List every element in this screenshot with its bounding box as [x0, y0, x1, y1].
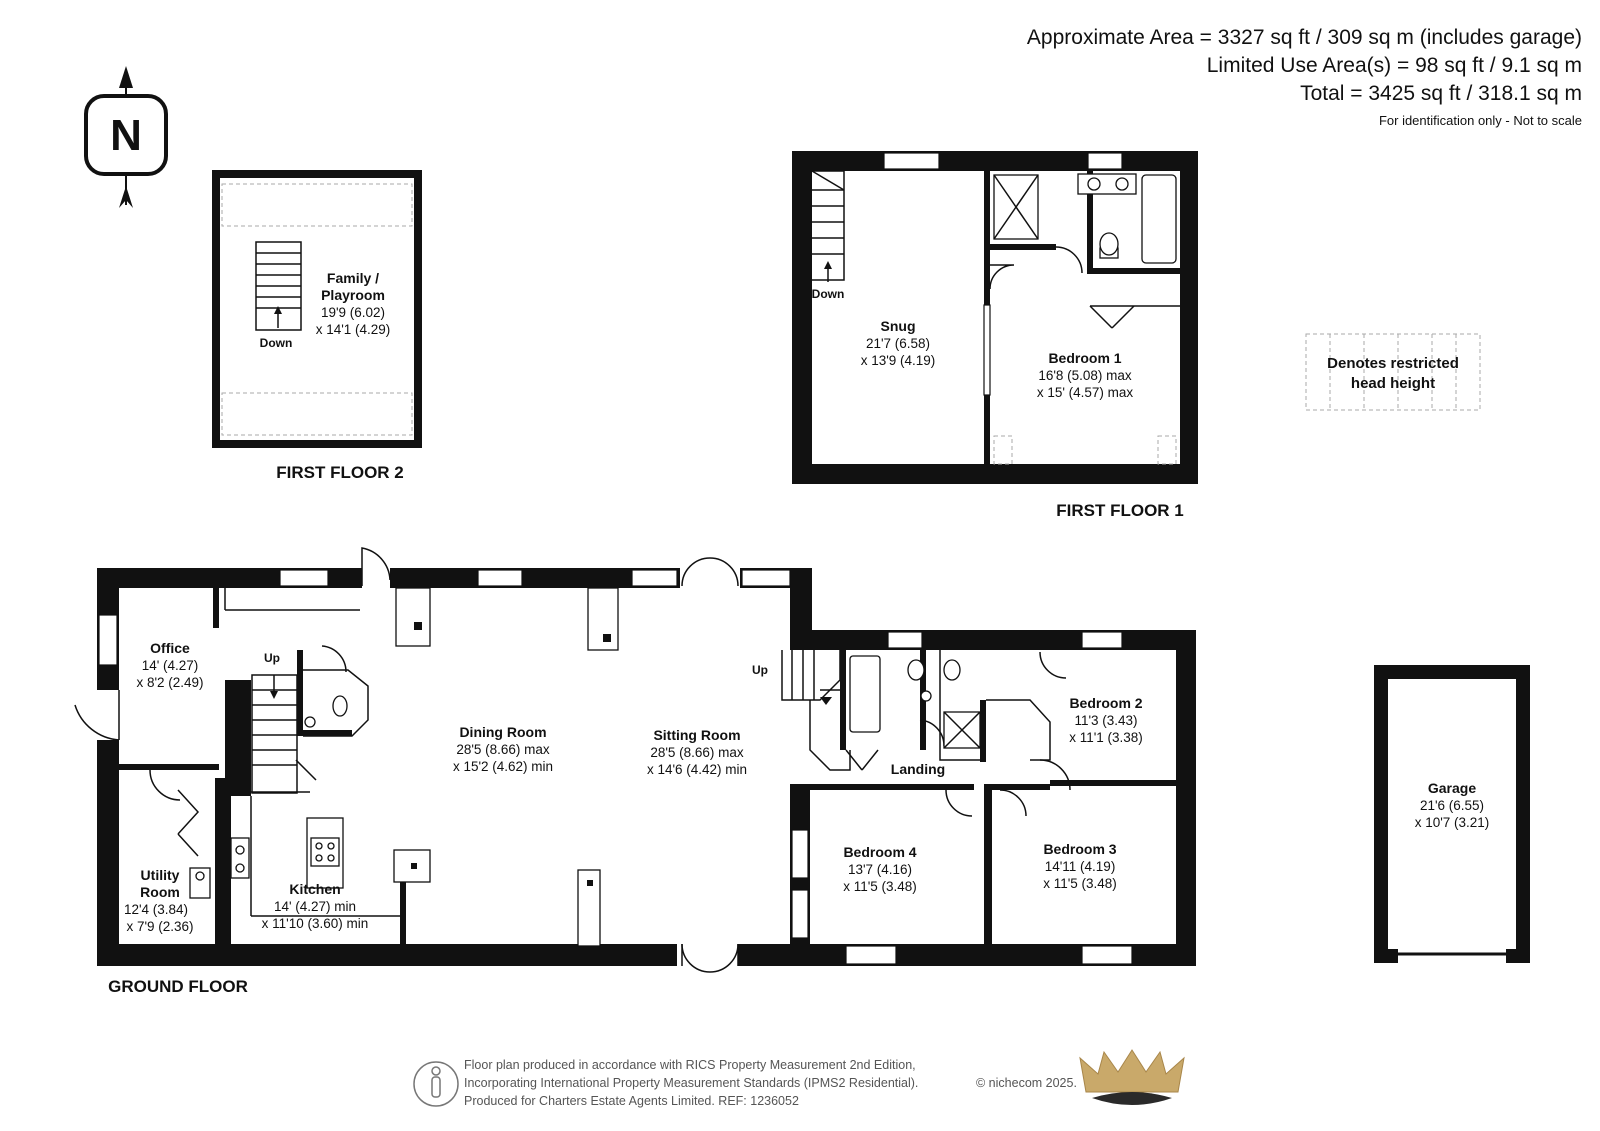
door-swing-icon — [990, 265, 1014, 289]
stair-down-icon — [812, 171, 844, 282]
bath-icon — [850, 656, 880, 732]
door-swing-icon — [150, 770, 180, 800]
scale-note: For identification only - Not to scale — [1378, 113, 1582, 128]
room-name-utility-2: Room — [140, 884, 180, 900]
door-swing-icon — [946, 790, 972, 816]
stair-up-label-hall: Up — [264, 651, 280, 665]
stair-up-icon — [252, 675, 297, 793]
first-floor-1-plan — [792, 151, 1198, 520]
door-swing-icon — [362, 548, 390, 586]
door-swing-icon — [322, 646, 346, 672]
stair-down-icon — [256, 242, 301, 330]
room-dim-bedroom-2-1: 11'3 (3.43) — [1074, 713, 1138, 728]
basin-icon — [1078, 174, 1136, 194]
room-name-utility-1: Utility — [140, 867, 180, 883]
room-dim-office-1: 14' (4.27) — [141, 658, 199, 673]
area-total: Total = 3425 sq ft / 318.1 sq m — [1300, 82, 1582, 105]
room-dim-dining-2: x 15'2 (4.62) min — [452, 759, 554, 774]
toilet-icon — [333, 696, 347, 716]
kitchen-island-hob-icon — [307, 818, 343, 888]
footer-line-1: Floor plan produced in accordance with RICS Property Measurement 2nd Edition, — [464, 1058, 916, 1072]
room-dim-bedroom-3-2: x 11'5 (3.48) — [1043, 876, 1117, 891]
cupboard-doors-icon — [846, 750, 878, 770]
room-dim-family-1: 19'9 (6.02) — [320, 305, 386, 320]
room-name-bedroom-3: Bedroom 3 — [1043, 841, 1117, 857]
shower-icon — [994, 175, 1038, 239]
room-dim-snug-2: x 13'9 (4.19) — [860, 353, 936, 368]
stair-down-label: Down — [259, 336, 293, 350]
legend-line-1: Denotes restricted — [1327, 355, 1459, 372]
footer-copyright: © nichecom 2025. — [976, 1076, 1077, 1090]
room-name-playroom: Playroom — [321, 287, 385, 303]
stair-down-label-snug: Down — [811, 287, 845, 301]
room-dim-bedroom-4-1: 13'7 (4.16) — [847, 862, 913, 877]
room-name-landing: Landing — [890, 761, 946, 777]
floor-label-ground-floor: GROUND FLOOR — [108, 977, 248, 996]
room-dim-dining-1: 28'5 (8.66) max — [456, 742, 550, 757]
basin-icon — [921, 691, 931, 701]
room-dim-kitchen-2: x 11'10 (3.60) min — [261, 916, 369, 931]
door-swing-icon — [1056, 247, 1082, 273]
room-dim-utility-1: 12'4 (3.84) — [123, 902, 189, 917]
basin-icon — [305, 717, 315, 727]
toilet-icon — [908, 660, 960, 680]
sink-icon — [231, 838, 249, 878]
room-dim-bedroom-1-1: 16'8 (5.08) max — [1038, 368, 1132, 383]
garage-plan — [1374, 665, 1530, 963]
first-floor-2-plan — [216, 174, 418, 482]
room-name-family: Family / — [326, 270, 380, 286]
compass-letter: N — [110, 111, 142, 160]
door-swing-icon — [1000, 790, 1026, 816]
room-name-garage: Garage — [1427, 780, 1477, 796]
room-name-bedroom-4: Bedroom 4 — [843, 844, 917, 860]
area-summary — [1027, 26, 1582, 128]
room-dim-sitting-1: 28'5 (8.66) max — [650, 745, 744, 760]
stair-up-icon — [782, 650, 840, 705]
area-approximate: Approximate Area = 3327 sq ft / 309 sq m (includes garage) — [1026, 26, 1582, 49]
restricted-height-legend — [1306, 334, 1480, 410]
toilet-icon — [1100, 233, 1118, 258]
room-dim-family-2: x 14'1 (4.29) — [315, 322, 391, 337]
door-swing-icon — [1040, 652, 1066, 678]
north-compass-icon — [86, 66, 166, 208]
cupboard-doors-icon — [178, 790, 198, 856]
room-dim-snug-1: 21'7 (6.58) — [865, 336, 931, 351]
shower-icon — [944, 712, 980, 748]
legend-line-2: head height — [1350, 375, 1436, 392]
room-name-kitchen: Kitchen — [289, 881, 341, 897]
footer — [414, 1050, 1184, 1108]
room-name-dining: Dining Room — [459, 724, 547, 740]
utility-sink-icon — [190, 868, 210, 898]
room-name-bedroom-2: Bedroom 2 — [1069, 695, 1143, 711]
room-name-snug: Snug — [880, 318, 916, 334]
room-name-sitting: Sitting Room — [653, 727, 741, 743]
room-dim-garage-2: x 10'7 (3.21) — [1414, 815, 1490, 830]
wardrobe-doors-icon — [1090, 306, 1134, 328]
room-name-office: Office — [150, 640, 190, 656]
room-dim-office-2: x 8'2 (2.49) — [136, 675, 204, 690]
ground-floor-plan — [75, 548, 1196, 996]
footer-line-3: Produced for Charters Estate Agents Limited. REF: 1236052 — [464, 1094, 799, 1108]
footer-line-2: Incorporating International Property Measurement Standards (IPMS2 Residential). — [464, 1076, 919, 1090]
rics-person-icon — [414, 1062, 458, 1106]
crown-logo-icon — [1080, 1050, 1184, 1105]
room-dim-bedroom-1-2: x 15' (4.57) max — [1036, 385, 1134, 400]
floor-label-first-floor-1: FIRST FLOOR 1 — [1056, 501, 1184, 520]
bath-icon — [1142, 175, 1176, 263]
floor-label-first-floor-2: FIRST FLOOR 2 — [276, 463, 404, 482]
area-limited-use: Limited Use Area(s) = 98 sq ft / 9.1 sq m — [1206, 54, 1582, 77]
stair-up-label-landing: Up — [752, 663, 768, 677]
room-dim-kitchen-1: 14' (4.27) min — [273, 899, 357, 914]
room-dim-sitting-2: x 14'6 (4.42) min — [646, 762, 748, 777]
room-dim-bedroom-4-2: x 11'5 (3.48) — [843, 879, 917, 894]
room-name-bedroom-1: Bedroom 1 — [1048, 350, 1122, 366]
french-door-icon — [682, 944, 738, 972]
door-swing-icon — [75, 690, 119, 740]
room-dim-bedroom-2-2: x 11'1 (3.38) — [1069, 730, 1143, 745]
room-dim-utility-2: x 7'9 (2.36) — [126, 919, 194, 934]
room-dim-bedroom-3-1: 14'11 (4.19) — [1044, 859, 1116, 874]
room-dim-garage-1: 21'6 (6.55) — [1419, 798, 1485, 813]
